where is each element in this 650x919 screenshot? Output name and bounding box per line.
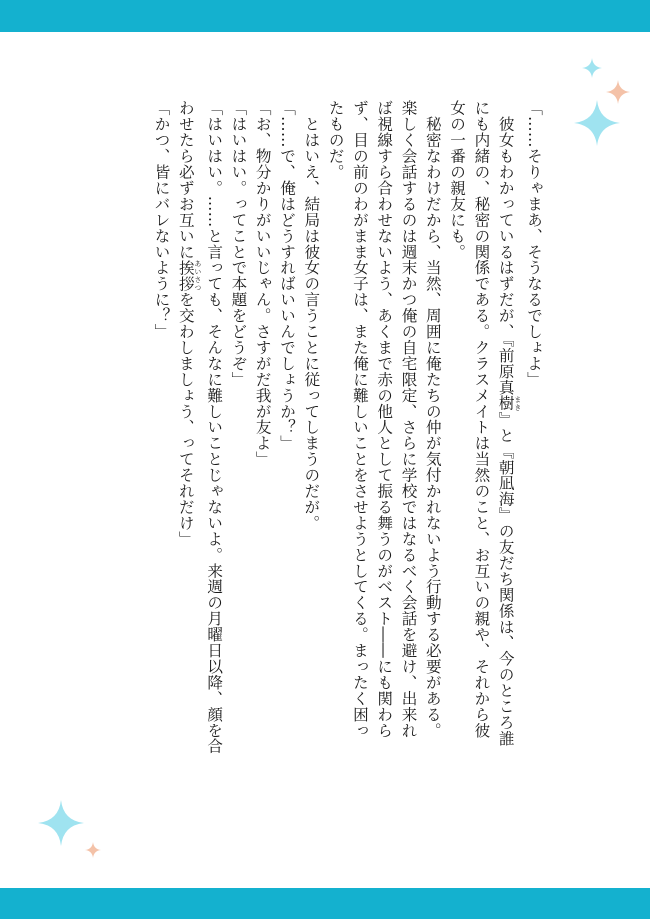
text-line: たものだ。 <box>326 100 345 180</box>
text-line: 「はいはい。ってことで本題をどうぞ」 <box>229 100 248 388</box>
text-line: 「……で、俺はどうすればいいんでしょうか？」 <box>278 100 297 451</box>
ruby-annotation: 挨拶 あいさつ <box>176 259 202 292</box>
text-line: ず、目の前のわがまま女子は、また俺に難しいことをさせようとしてくる。まったく困っ <box>350 100 369 738</box>
text-line: わせたら必ずお互いに挨拶 あいさつを交わしましょう、ってそれだけ」 <box>176 100 202 547</box>
text-line: 秘密なわけだから、当然、周囲に俺たちの仲が気付かれないよう行動する必要がある。 <box>423 100 442 738</box>
text-line: 「……そりゃまあ、そうなるでしょよ」 <box>525 100 543 388</box>
text-line: にも内緒の、秘密の関係である。クラスメイトは当然のこと、お互いの親や、それから彼 <box>472 100 491 738</box>
text-line: 「かつ、皆にバレないように？」 <box>152 100 171 340</box>
sparkle-icon <box>85 842 101 858</box>
text-line: 楽しく会話するのは週末かつ俺の自宅限定、さらに学校ではなるべく会話を避け、出来れ <box>399 100 418 738</box>
text-line: 女の一番の親友にも。 <box>448 100 467 260</box>
text-line: 彼女もわかっているはずだが、『前原真樹 まき』と『朝凪海』の友だち関係は、今のところ誰 <box>496 100 522 747</box>
ruby-annotation: 樹 まき <box>496 395 522 412</box>
text-line: とはいえ、結局は彼女の言うことに従ってしまうのだが。 <box>302 100 321 531</box>
sparkle-icon <box>582 58 602 78</box>
text-line: ば視線すら合わせないよう、あくまで赤の他人として振る舞うのがベスト――にも関わら <box>375 100 394 738</box>
vertical-text-body <box>149 100 546 860</box>
sparkle-icon <box>574 100 620 146</box>
text-line: 「はいはい。……と言っても、そんなに難しいことじゃないよ。来週の月曜日以降、顔を合 <box>205 100 224 754</box>
sparkle-icon <box>38 800 84 846</box>
text-line: 「お、物分かりがいいじゃん。さすがだ我が友よ」 <box>253 100 272 467</box>
top-header-band <box>0 0 650 32</box>
bottom-footer-band <box>0 888 650 919</box>
